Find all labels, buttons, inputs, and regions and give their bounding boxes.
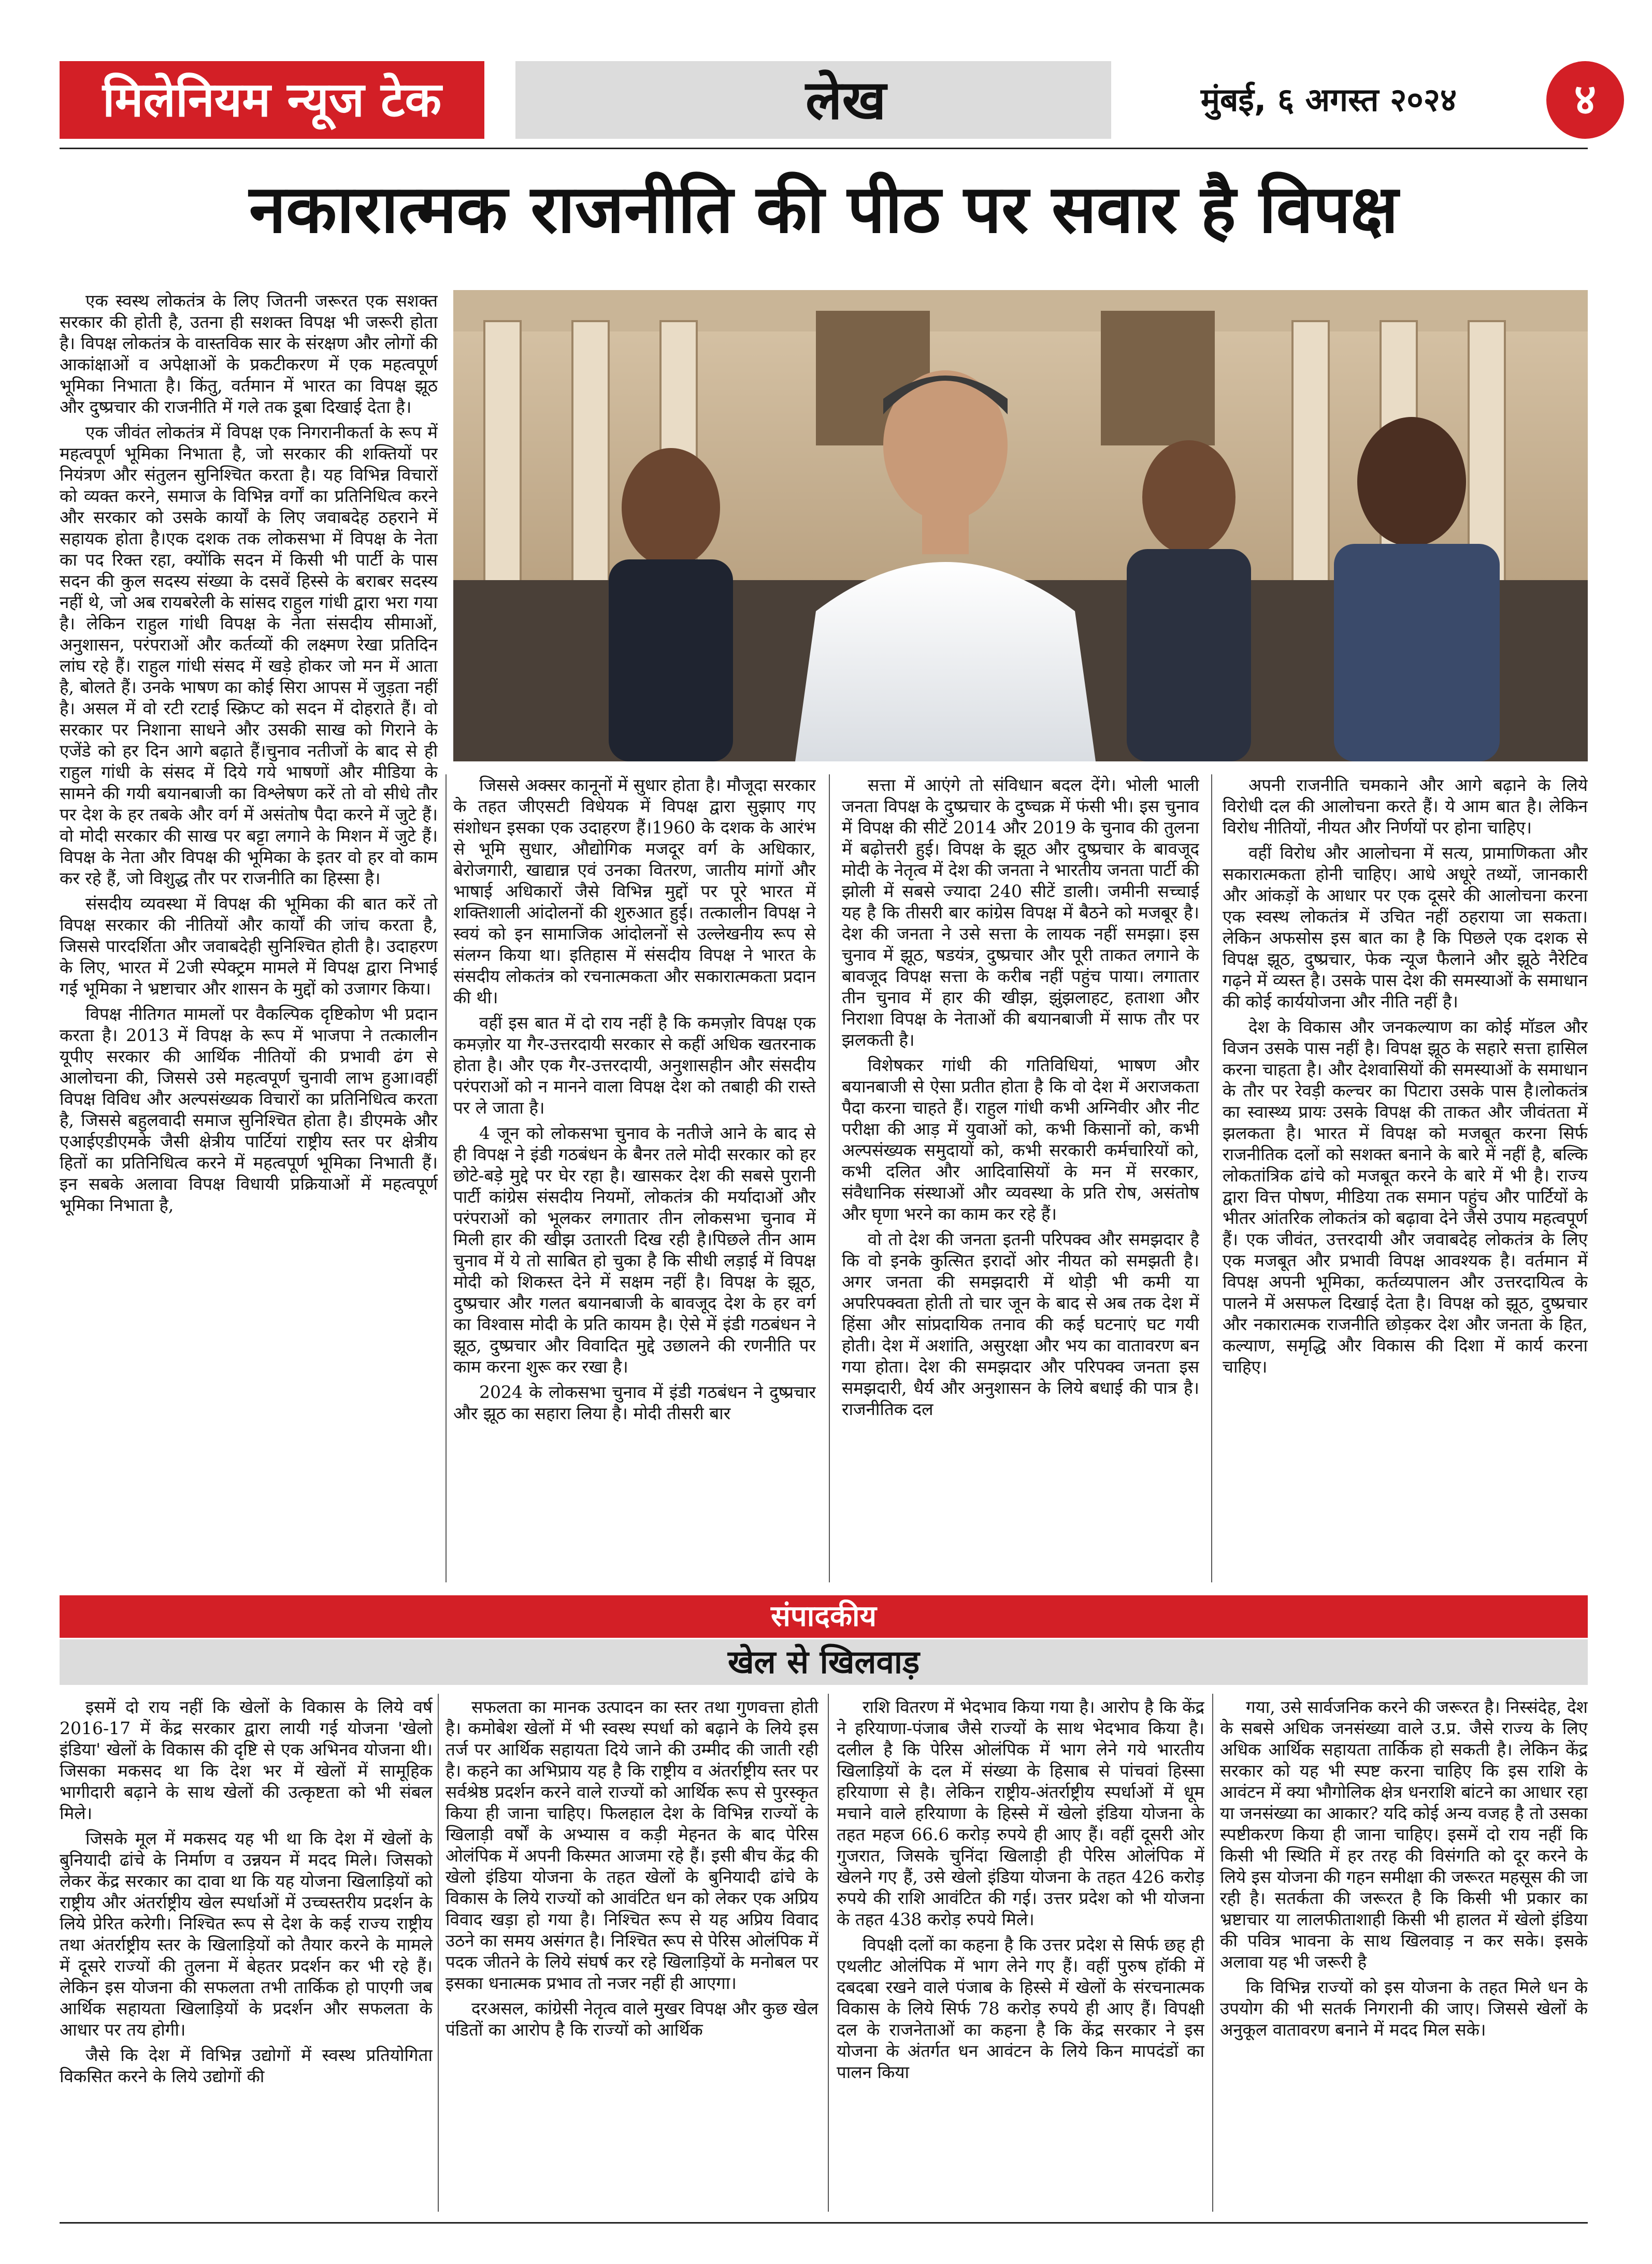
editorial-label: संपादकीय [60, 1595, 1588, 1638]
masthead [60, 61, 1597, 144]
paragraph: 2024 के लोकसभा चुनाव में इंडी गठबंधन ने दुष्प्रचार और झूठ का सहारा लिया है। मोदी तीसरी बार [453, 1382, 816, 1423]
editorial-column-2 [446, 1696, 818, 2214]
paragraph: संसदीय व्यवस्था में विपक्ष की भूमिका की बात करें तो विपक्ष सरकार की नीतियों और कार्यों की जांच करता है, जिससे पारदर्शिता और जवाबदेही सुनिश्चित होती है। उदाहरण के लिए, भारत में 2जी स्पेक्ट्रम मामले में विपक्ष द्वारा निभाई गई भूमिका ने भ्रष्टाचार और शासन के मुद्दों को उजागर किया। [60, 893, 438, 999]
paragraph: दरअसल, कांग्रेसी नेतृत्व वाले मुखर विपक्ष और कुछ खेल पंडितों का आरोप है कि राज्यों को आर्थिक [446, 1998, 818, 2040]
article-headline: नकारात्मक राजनीति की पीठ पर सवार है विपक्ष [249, 171, 1399, 248]
article-column-4 [1223, 774, 1588, 1585]
column-divider [446, 774, 447, 1582]
editorial-title: खेल से खिलवाड़ [60, 1639, 1588, 1685]
paragraph: वहीं इस बात में दो राय नहीं है कि कमज़ोर विपक्ष एक कमज़ोर या गैर-उत्तरदायी सरकार से कहीं अधिक खतरनाक होता है। और एक गैर-उत्तरदायी, अनुशासहीन और संसदीय परंपराओं को न मानने वाला विपक्ष देश को तबाही की रास्ते पर ले जाता है। [453, 1013, 816, 1118]
column-divider [1212, 1694, 1213, 2212]
article-photo [453, 290, 1588, 761]
page-number: ४ [1546, 61, 1624, 139]
article-column-3 [842, 774, 1199, 1585]
paragraph: अपनी राजनीति चमकाने और आगे बढ़ाने के लिये विरोधी दल की आलोचना करते हैं। ये आम बात है। लेकिन विरोध नीतियों, नीयत और निर्णयों पर होना चाहिए। [1223, 775, 1588, 838]
editorial-column-3 [837, 1696, 1204, 2214]
paragraph: गया, उसे सार्वजनिक करने की जरूरत है। निस्संदेह, देश के सबसे अधिक जनसंख्या वाले उ.प्र. जैसे राज्य के लिए अधिक आर्थिक सहायता तार्किक हो सकती है। लेकिन केंद्र सरकार को यह भी स्पष्ट करना चाहिए कि इस राशि के आवंटन में क्या भौगोलिक क्षेत्र धनराशि बांटने का आधार रहा या जनसंख्या का आकार? यदि कोई अन्य वजह है तो उसका स्पष्टीकरण किया ही जाना चाहिए। इसमें दो राय नहीं कि किसी भी स्थिति में हर तरह की विसंगति को दूर करने के लिये इस योजना की गहन समीक्षा की जरूरत महसूस की जा रही है। सतर्कता की जरूरत है कि किसी भी प्रकार का भ्रष्टाचार या लालफीताशाही किसी भी हालत में खेलो इंडिया की पवित्र भावना के साथ खिलवाड़ न कर सके। इसके अलावा यह भी जरूरी है [1220, 1697, 1588, 1972]
paragraph: जैसे कि देश में विभिन्न उद्योगों में स्वस्थ प्रतियोगिता विकसित करने के लिये उद्योगों की [60, 2045, 433, 2086]
paragraph: जिसके मूल में मकसद यह भी था कि देश में खेलों के बुनियादी ढांचे के निर्माण व उन्नयन में मदद मिले। जिसको लेकर केंद्र सरकार का दावा था कि यह योजना खिलाड़ियों को राष्ट्रीय और अंतर्राष्ट्रीय खेल स्पर्धाओं में उच्चस्तरीय प्रदर्शन के लिये प्रेरित करेगी। निश्चित रूप से देश के कई राज्य राष्ट्रीय तथा अंतर्राष्ट्रीय स्तर के खिलाड़ियों को तैयार करने के मामले में दूसरे राज्यों की तुलना में बेहतर प्रदर्शन कर भी रहे हैं। लेकिन इस योजना की सफलता तभी तार्किक हो पाएगी जब आर्थिक सहायता खिलाड़ियों के प्रदर्शन और सफलता के आधार पर तय होगी। [60, 1828, 433, 2040]
editorial-column-4 [1220, 1696, 1588, 2214]
dateline: मुंबई, ६ अगस्त २०२४ [1111, 61, 1546, 139]
paragraph: जिससे अक्सर कानूनों में सुधार होता है। मौजूदा सरकार के तहत जीएसटी विधेयक में विपक्ष द्वारा सुझाए गए संशोधन इसका एक उदाहरण हैं।1960 के दशक के आरंभ से भूमि सुधार, औद्योगिक मजदूर वर्ग के अधिकार, बेरोजगारी, खाद्यान्न एवं उनका वितरण, जातीय मांगों और भाषाई अधिकारों जैसे विभिन्न मुद्दों पर पूरे भारत में शक्तिशाली आंदोलनों की शुरुआत हुई। तत्कालीन विपक्ष ने स्वयं को इन सामाजिक आंदोलनों से उल्लेखनीय रूप से संलग्न किया था। इतिहास में संसदीय विपक्ष ने भारत के संसदीय लोकतंत्र को रचनात्मकता और सकारात्मकता प्रदान की थी। [453, 775, 816, 1007]
paragraph: 4 जून को लोकसभा चुनाव के नतीजे आने के बाद से ही विपक्ष ने इंडी गठबंधन के बैनर तले मोदी सरकार को हर छोटे-बड़े मुद्दे पर घेर रहा है। खासकर देश की सबसे पुरानी पार्टी कांग्रेस संसदीय नियमों, लोकतंत्र की मर्यादाओं और परंपराओं को भूलकर लगातार तीन लोकसभा चुनाव में मिली हार की खीझ उतारती दिख रही है।पिछले तीन आम चुनाव में ये तो साबित हो चुका है कि सीधी लड़ाई में विपक्ष मोदी को शिकस्त देने में सक्षम नहीं है। विपक्ष के झूठ, दुष्प्रचार और गलत बयानबाजी के बावजूद देश के हर वर्ग का विश्वास मोदी के प्रति कायम है। ऐसे में इंडी गठबंधन ने झूठ, दुष्प्रचार और विवादित मुद्दे उछालने की रणनीति पर काम करना शुरू कर रखा है। [453, 1123, 816, 1377]
paragraph: सफलता का मानक उत्पादन का स्तर तथा गुणवत्ता होती है। कमोबेश खेलों में भी स्वस्थ स्पर्धा को बढ़ाने के लिये इस तर्ज पर आर्थिक सहायता दिये जाने की उम्मीद की जाती रही है। कहने का अभिप्राय यह है कि राष्ट्रीय व अंतर्राष्ट्रीय स्तर पर सर्वश्रेष्ठ प्रदर्शन करने वाले राज्यों को आर्थिक रूप से पुरस्कृत किया ही जाना चाहिए। फिलहाल देश के विभिन्न राज्यों के खिलाड़ी वर्षों के अभ्यास व कड़ी मेहनत के बाद पेरिस ओलंपिक में अपनी किस्मत आजमा रहे हैं। इसी बीच केंद्र की खेलो इंडिया योजना के तहत खेलों के बुनियादी ढांचे के विकास के लिये राज्यों को आवंटित धन को लेकर एक अप्रिय विवाद खड़ा हो गया है। निश्चित रूप से यह अप्रिय विवाद उठने का समय असंगत है। निश्चित रूप से पेरिस ओलंपिक में पदक जीतने के लिये संघर्ष कर रहे खिलाड़ियों के मनोबल पर इसका धनात्मक प्रभाव तो नजर नहीं ही आएगा। [446, 1697, 818, 1993]
paragraph: कि विभिन्न राज्यों को इस योजना के तहत मिले धन के उपयोग की भी सतर्क निगरानी की जाए। जिससे खेलों के अनुकूल वातावरण बनाने में मदद मिल सके। [1220, 1977, 1588, 2040]
paragraph: राशि वितरण में भेदभाव किया गया है। आरोप है कि केंद्र ने हरियाणा-पंजाब जैसे राज्यों के साथ भेदभाव किया है। दलील है कि पेरिस ओलंपिक में भाग लेने गये भारतीय खिलाड़ियों के दल में संख्या के हिसाब से पांचवां हिस्सा हरियाणा से है। लेकिन राष्ट्रीय-अंतर्राष्ट्रीय स्पर्धाओं में धूम मचाने वाले हरियाणा के हिस्से में खेलो इंडिया योजना के तहत महज 66.6 करोड़ रुपये ही आए हैं। वहीं दूसरी ओर गुजरात, जिसके चुनिंदा खिलाड़ी ही पेरिस ओलंपिक में खेलने गए हैं, उसे खेलो इंडिया योजना के तहत 426 करोड़ रुपये की राशि आवंटित की गई। उत्तर प्रदेश को भी योजना के तहत 438 करोड़ रुपये मिले। [837, 1697, 1204, 1929]
brand-logo: मिलेनियम न्यूज टेक [60, 61, 484, 139]
paragraph: एक जीवंत लोकतंत्र में विपक्ष एक निगरानीकर्ता के रूप में महत्वपूर्ण भूमिका निभाता है, जो सरकार की शक्तियों पर नियंत्रण और संतुलन सुनिश्चित करता है। यह विभिन्न विचारों को व्यक्त करने, समाज के विभिन्न वर्गों का प्रतिनिधित्व करने और सरकार को उसके कार्यों के लिए जवाबदेह ठहराने में सहायक होता है।एक दशक तक लोकसभा में विपक्ष के नेता का पद रिक्त रहा, क्योंकि सदन में किसी भी पार्टी के पास सदन की कुल सदस्य संख्या के दसवें हिस्से के बराबर सदस्य नहीं थे, जो अब रायबरेली के सांसद राहुल गांधी द्वारा भरा गया है। लेकिन राहुल गांधी विपक्ष के नेता संसदीय सीमाओं, अनुशासन, परंपराओं और कर्तव्यों की लक्ष्मण रेखा प्रतिदिन लांघ रहे हैं। राहुल गांधी संसद में खड़े होकर जो मन में आता है, बोलते हैं। उनके भाषण का कोई सिरा आपस में जुड़ता नहीं है। असल में वो रटी रटाई स्क्रिप्ट को सदन में दोहराते हैं। वो सरकार पर निशाना साधने और उसकी साख को गिराने के एजेंडे को हर दिन आगे बढ़ाते हैं।चुनाव नतीजों के बाद से ही राहुल गांधी के संसद में दिये गये भाषणों और मीडिया के सामने की गयी बयानबाजी का विश्लेषण करें तो वो सीधे तौर पर देश के हर तबके और वर्ग में असंतोष पैदा करने में जुटे हैं। वो मोदी सरकार की साख पर बट्टा लगाने के मिशन में जुटे हैं। विपक्ष के नेता और विपक्ष की भूमिका के इतर वो हर वो काम कर रहे हैं, जो विशुद्ध तौर पर राजनीति का हिस्सा है। [60, 422, 438, 888]
paragraph: विशेषकर गांधी की गतिविधियां, भाषण और बयानबाजी से ऐसा प्रतीत होता है कि वो देश में अराजकता पैदा करना चाहते हैं। राहुल गांधी कभी अग्निवीर और नीट परीक्षा की आड़ में युवाओं को, कभी किसानों को, कभी अल्पसंख्यक समुदायों को, कभी सरकारी कर्मचारियों को, कभी दलित और आदिवासियों के मन में सरकार, संवैधानिक संस्थाओं और व्यवस्था के प्रति रोष, असंतोष और घृणा भरने का काम कर रहे हैं। [842, 1055, 1199, 1224]
footer-rule [60, 2222, 1588, 2224]
article-column-1 [60, 290, 438, 1585]
column-divider [828, 1694, 829, 2212]
paragraph: वहीं विरोध और आलोचना में सत्य, प्रामाणिकता और सकारात्मकता होनी चाहिए। आधे अधूरे तथ्यों, जानकारी और आंकड़ों के आधार पर एक दूसरे की आलोचना करना एक स्वस्थ लोकतंत्र में उचित नहीं ठहराया जा सकता। लेकिन अफसोस इस बात का है कि पिछले एक दशक से विपक्ष झूठ, दुष्प्रचार, फेक न्यूज फैलाने और झूठे नैरेटिव गढ़ने में व्यस्त है। उसके पास देश की समस्याओं के समाधान की कोई कार्ययोजना और नीति नहीं है। [1223, 843, 1588, 1012]
paragraph: विपक्षी दलों का कहना है कि उत्तर प्रदेश से सिर्फ छह ही एथलीट ओलंपिक में भाग लेने गए हैं। वहीं पुरुष हॉकी में दबदबा रखने वाले पंजाब के हिस्से में खेलों के संरचनात्मक विकास के लिये सिर्फ 78 करोड़ रुपये ही आए हैं। विपक्षी दल के राजनेताओं का कहना है कि केंद्र सरकार ने इस योजना के अंतर्गत धन आवंटन के लिये किन मापदंडों का पालन किया [837, 1935, 1204, 2082]
column-divider [829, 774, 830, 1582]
paragraph: सत्ता में आएंगे तो संविधान बदल देंगे। भोली भाली जनता विपक्ष के दुष्प्रचार के दुष्चक्र में फंसी भी। इस चुनाव में विपक्ष की सीटें 2014 और 2019 के चुनाव की तुलना में बढ़ोत्तरी हुई। विपक्ष के झूठ और दुष्प्रचार के बावजूद मोदी के नेतृत्व में देश की जनता ने भारतीय जनता पार्टी की झोली में सबसे ज्यादा 240 सीटें डाली। जमीनी सच्चाई यह है कि तीसरी बार कांग्रेस विपक्ष में बैठने को मजबूर है। देश की जनता ने उसे सत्ता के लायक नहीं समझा। इस चुनाव में झूठ, षडयंत्र, दुष्प्रचार और पूरी ताकत लगाने के बावजूद विपक्ष सत्ता के करीब नहीं पहुंच पाया। लगातार तीन चुनाव में हार की खीझ, झुंझलाहट, हताशा और निराशा विपक्ष के नेताओं की बयानबाजी में साफ तौर पर झलकती है। [842, 775, 1199, 1050]
article-column-2 [453, 774, 816, 1585]
parliament-photo-illustration [453, 290, 1588, 761]
paragraph: एक स्वस्थ लोकतंत्र के लिए जितनी जरूरत एक सशक्त सरकार की होती है, उतना ही सशक्त विपक्ष भी जरूरी होता है। विपक्ष लोकतंत्र के वास्तविक सार के संरक्षण और लोगों की आकांक्षाओं व अपेक्षाओं के प्रकटीकरण में एक महत्वपूर्ण भूमिका निभाता है। किंतु, वर्तमान में भारत का विपक्ष झूठ और दुष्प्रचार की राजनीति में गले तक डूबा दिखाई देता है। [60, 291, 438, 417]
paragraph: वो तो देश की जनता इतनी परिपक्व और समझदार है कि वो इनके कुत्सित इरादों ओर नीयत को समझती है। अगर जनता की समझदारी में थोड़ी भी कमी या अपरिपक्वता होती तो चार जून के बाद से अब तक देश में हिंसा और सांप्रदायिक तनाव की कई घटनाएं घट गयी होती। देश में अशांति, असुरक्षा और भय का वातावरण बन गया होता। देश की समझदार और परिपक्व जनता इस समझदारी, धैर्य और अनुशासन के लिये बधाई की पात्र है।राजनीतिक दल [842, 1229, 1199, 1419]
paragraph: इसमें दो राय नहीं कि खेलों के विकास के लिये वर्ष 2016-17 में केंद्र सरकार द्वारा लायी गई योजना 'खेलो इंडिया' खेलों के विकास की दृष्टि से एक अभिनव योजना थी। जिसका मकसद था कि देश भर में खेलों में सामूहिक भागीदारी बढ़ाने के साथ खेलों की उत्कृष्टता को भी संबल मिले। [60, 1697, 433, 1823]
section-label: लेख [806, 68, 886, 132]
paragraph: देश के विकास और जनकल्याण का कोई मॉडल और विजन उसके पास नहीं है। विपक्ष झूठ के सहारे सत्ता हासिल करना चाहता है। और देशवासियों की समस्याओं के समाधान के तौर पर रेवड़ी कल्चर का पिटारा उसके पास है।लोकतंत्र का स्वास्थ्य प्रायः उसके विपक्ष की ताकत और जीवंतता में झलकता है। भारत में विपक्ष को मजबूत करना सिर्फ राजनीतिक दलों को सशक्त बनाने के बारे में नहीं है, बल्कि लोकतांत्रिक ढांचे को मजबूत करने के बारे में भी है। राज्य द्वारा वित्त पोषण, मीडिया तक समान पहुंच और पार्टियों के भीतर आंतरिक लोकतंत्र को बढ़ावा देने जैसे उपाय महत्वपूर्ण हैं। एक जीवंत, उत्तरदायी और जवाबदेह लोकतंत्र के लिए एक मजबूत और प्रभावी विपक्ष आवश्यक है। वर्तमान में विपक्ष अपनी भूमिका, कर्तव्यपालन और उत्तरदायित्व के पालने में असफल दिखाई देता है। विपक्ष को झूठ, दुष्प्रचार और नकारात्मक राजनीति छोड़कर देश और जनता के हित, कल्याण, समृद्धि और विकास की दिशा में कार्य करना चाहिए। [1223, 1017, 1588, 1377]
masthead-rule [60, 148, 1588, 149]
column-divider [438, 1694, 439, 2212]
column-divider [1211, 774, 1212, 1582]
paragraph: विपक्ष नीतिगत मामलों पर वैकल्पिक दृष्टिकोण भी प्रदान करता है। 2013 में विपक्ष के रूप में भाजपा ने तत्कालीन यूपीए सरकार की आर्थिक नीतियों की प्रभावी ढंग से आलोचना की, जिससे उसे महत्वपूर्ण चुनावी लाभ हुआ।वहीं विपक्ष विविध और अल्पसंख्यक विचारों का प्रतिनिधित्व करता है, जिससे बहुलवादी समाज सुनिश्चित होता है। डीएमके और एआईएडीएमके जैसी क्षेत्रीय पार्टियां राष्ट्रीय स्तर पर क्षेत्रीय हितों का प्रतिनिधित्व करने में महत्वपूर्ण भूमिका निभाती हैं। इन सबके अलावा विपक्ष विधायी प्रक्रियाओं में महत्वपूर्ण भूमिका निभाता है, [60, 1004, 438, 1215]
editorial-column-1 [60, 1696, 433, 2214]
